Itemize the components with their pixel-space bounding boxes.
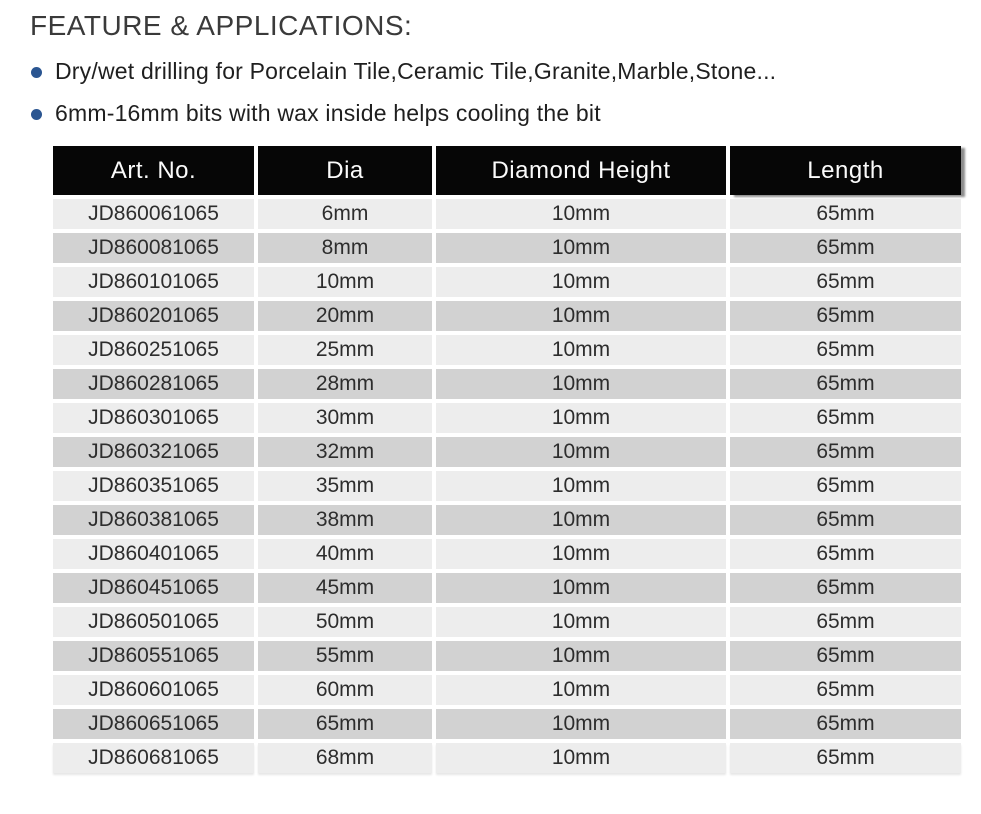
table-cell: JD860081065 <box>53 233 254 263</box>
table-cell: JD860501065 <box>53 607 254 637</box>
spec-table-body <box>53 199 961 773</box>
table-row <box>53 403 961 433</box>
table-cell: JD860321065 <box>53 437 254 467</box>
table-row <box>53 301 961 331</box>
table-cell: 65mm <box>730 335 961 365</box>
table-cell: JD860101065 <box>53 267 254 297</box>
table-cell: JD860201065 <box>53 301 254 331</box>
table-cell: 32mm <box>258 437 432 467</box>
table-cell: 65mm <box>730 437 961 467</box>
table-cell: 10mm <box>436 437 726 467</box>
table-cell: 10mm <box>436 539 726 569</box>
table-cell: 20mm <box>258 301 432 331</box>
table-cell: 65mm <box>730 641 961 671</box>
table-cell: 65mm <box>730 471 961 501</box>
table-cell: 65mm <box>258 709 432 739</box>
table-cell: 10mm <box>436 573 726 603</box>
table-cell: 65mm <box>730 267 961 297</box>
table-row <box>53 233 961 263</box>
table-cell: 65mm <box>730 709 961 739</box>
column-header-art-no: Art. No. <box>53 146 254 195</box>
table-cell: JD860351065 <box>53 471 254 501</box>
table-row <box>53 743 961 773</box>
table-cell: 55mm <box>258 641 432 671</box>
table-cell: 10mm <box>436 641 726 671</box>
table-row <box>53 505 961 535</box>
table-cell: 45mm <box>258 573 432 603</box>
table-row <box>53 437 961 467</box>
table-cell: 65mm <box>730 607 961 637</box>
table-cell: 65mm <box>730 539 961 569</box>
table-cell: 10mm <box>436 301 726 331</box>
table-cell: JD860451065 <box>53 573 254 603</box>
feature-item <box>31 58 981 85</box>
table-cell: 65mm <box>730 675 961 705</box>
table-cell: 10mm <box>436 743 726 773</box>
table-row <box>53 369 961 399</box>
table-cell: 65mm <box>730 369 961 399</box>
table-row <box>53 199 961 229</box>
table-cell: 35mm <box>258 471 432 501</box>
spec-table <box>49 142 965 777</box>
table-cell: 10mm <box>436 675 726 705</box>
table-row <box>53 267 961 297</box>
column-header-diamond-height: Diamond Height <box>436 146 726 195</box>
table-cell: 65mm <box>730 573 961 603</box>
page-title: FEATURE & APPLICATIONS: <box>30 10 413 41</box>
feature-text: Dry/wet drilling for Porcelain Tile,Ceramic Tile,Granite,Marble,Stone... <box>55 58 777 84</box>
table-cell: 28mm <box>258 369 432 399</box>
table-cell: 65mm <box>730 233 961 263</box>
table-cell: 10mm <box>258 267 432 297</box>
table-cell: 65mm <box>730 505 961 535</box>
table-cell: JD860381065 <box>53 505 254 535</box>
header-row <box>53 146 961 195</box>
table-cell: 10mm <box>436 233 726 263</box>
spec-table-header <box>53 146 961 195</box>
table-cell: 38mm <box>258 505 432 535</box>
table-cell: JD860251065 <box>53 335 254 365</box>
table-cell: 10mm <box>436 267 726 297</box>
table-cell: JD860551065 <box>53 641 254 671</box>
table-row <box>53 675 961 705</box>
table-cell: 10mm <box>436 709 726 739</box>
table-cell: 10mm <box>436 199 726 229</box>
table-cell: 65mm <box>730 743 961 773</box>
bullet-icon <box>31 109 42 120</box>
table-cell: JD860061065 <box>53 199 254 229</box>
table-cell: 10mm <box>436 403 726 433</box>
table-cell: JD860281065 <box>53 369 254 399</box>
feature-item <box>31 100 981 127</box>
feature-list <box>31 58 981 127</box>
table-row <box>53 641 961 671</box>
table-row <box>53 471 961 501</box>
table-cell: JD860601065 <box>53 675 254 705</box>
table-cell: JD860681065 <box>53 743 254 773</box>
bullet-icon <box>31 67 42 78</box>
table-cell: JD860651065 <box>53 709 254 739</box>
table-row <box>53 573 961 603</box>
table-row <box>53 539 961 569</box>
table-row <box>53 709 961 739</box>
table-cell: 30mm <box>258 403 432 433</box>
table-cell: 10mm <box>436 471 726 501</box>
column-header-dia: Dia <box>258 146 432 195</box>
table-cell: 65mm <box>730 403 961 433</box>
feature-text: 6mm-16mm bits with wax inside helps cooling the bit <box>55 100 601 126</box>
table-cell: 60mm <box>258 675 432 705</box>
table-cell: JD860301065 <box>53 403 254 433</box>
table-cell: 10mm <box>436 607 726 637</box>
table-cell: JD860401065 <box>53 539 254 569</box>
table-cell: 10mm <box>436 505 726 535</box>
table-cell: 8mm <box>258 233 432 263</box>
table-row <box>53 607 961 637</box>
table-cell: 25mm <box>258 335 432 365</box>
table-cell: 68mm <box>258 743 432 773</box>
table-cell: 65mm <box>730 301 961 331</box>
column-header-length: Length <box>730 146 961 195</box>
table-cell: 65mm <box>730 199 961 229</box>
table-cell: 10mm <box>436 369 726 399</box>
table-row <box>53 335 961 365</box>
table-cell: 50mm <box>258 607 432 637</box>
table-cell: 10mm <box>436 335 726 365</box>
table-cell: 40mm <box>258 539 432 569</box>
table-cell: 6mm <box>258 199 432 229</box>
